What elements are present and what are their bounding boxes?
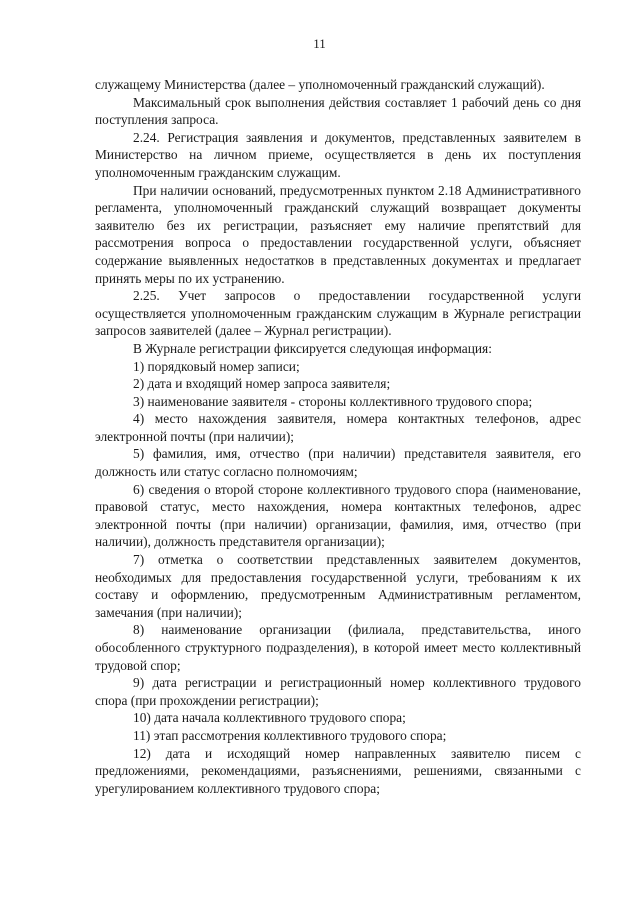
paragraph: 4) место нахождения заявителя, номера контактных телефонов, адрес электронной почты (при наличии); xyxy=(95,411,581,444)
paragraph: 2.25. Учет запросов о предоставлении государственной услуги осуществляется уполномоченным гражданским служащим в Журнале регистрации запросов заявителей (далее – Журнал регистрации). xyxy=(95,288,581,339)
paragraph: 7) отметка о соответствии представленных заявителем документов, необходимых для предоставления государственной услуги, требованиям к их составу и оформлению, предусмотренным Административным регламентом, замечания (при наличии); xyxy=(95,552,581,620)
paragraph: 9) дата регистрации и регистрационный номер коллективного трудового спора (при прохождении регистрации); xyxy=(95,675,581,708)
paragraph: 5) фамилия, имя, отчество (при наличии) представителя заявителя, его должность или статус согласно полномочиям; xyxy=(95,446,581,480)
paragraph: 8) наименование организации (филиала, представительства, иного обособленного структурного подразделения), в которой имеет место коллективный трудовой спор; xyxy=(95,622,581,673)
paragraph: 1) порядковый номер записи; xyxy=(133,358,300,374)
paragraph: 2) дата и входящий номер запроса заявителя; xyxy=(133,376,391,392)
paragraph: 6) сведения о второй стороне коллективного трудового спора (наименование, правовой статус, место нахождения, номера контактных телефонов, адрес электронной почты (при наличии) организации, фамилия, имя, отчество (при наличии), должность представителя организации); xyxy=(95,481,581,550)
paragraph: 10) дата начала коллективного трудового спора; xyxy=(133,710,406,726)
page-number: 11 xyxy=(313,36,326,51)
paragraph: Максимальный срок выполнения действия составляет 1 рабочий день со дня поступления запроса. xyxy=(95,94,581,128)
paragraph: служащему Министерства (далее – уполномоченный гражданский служащий). xyxy=(95,77,545,92)
document-body xyxy=(95,76,581,797)
paragraph: 3) наименование заявителя - стороны коллективного трудового спора; xyxy=(133,393,533,409)
paragraph: 2.24. Регистрация заявления и документов, представленных заявителем в Министерство на личном приеме, осуществляется в день их поступления уполномоченным гражданским служащим. xyxy=(95,129,581,180)
paragraph: В Журнале регистрации фиксируется следующая информация: xyxy=(133,340,492,356)
paragraph: 12) дата и исходящий номер направленных заявителю писем с предложениями, рекомендациями, разъяснениями, решениями, связанными с урегулированием коллективного трудового спора; xyxy=(95,745,581,796)
paragraph: 11) этап рассмотрения коллективного трудового спора; xyxy=(133,727,447,743)
paragraph: При наличии оснований, предусмотренных пунктом 2.18 Административного регламента, уполномоченный гражданский служащий возвращает документы заявителю без их регистрации, разъясняет ему наличие препятствий для рассмотрения вопроса о предоставлении государственной услуги, объясняет содержание выявленных недостатков в представленных документах и предлагает принять меры по их устранению. xyxy=(95,182,581,286)
